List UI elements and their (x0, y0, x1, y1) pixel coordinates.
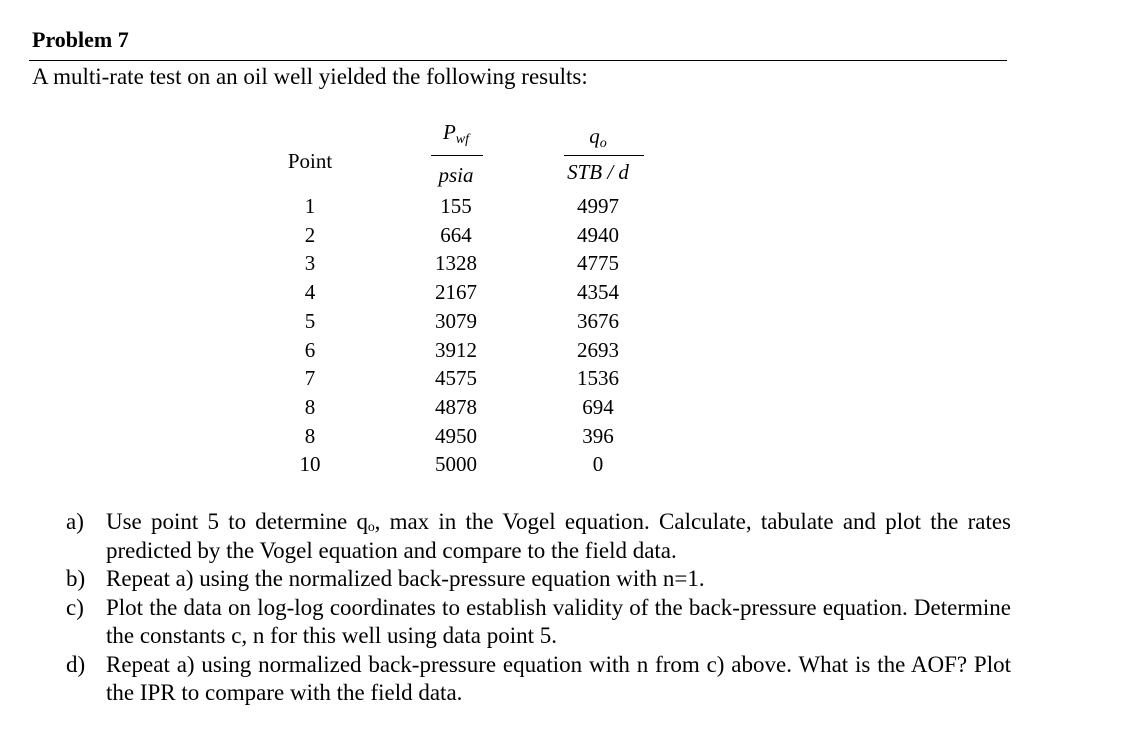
table-cell-point: 2 (304, 222, 316, 247)
table-cell-pwf: 3079 (435, 308, 477, 333)
table-cell-pwf: 4878 (435, 394, 477, 419)
point-header: Point (287, 149, 333, 173)
pwf-fraction-line (431, 155, 483, 156)
question-text: Plot the data on log-log coordinates to establish validity of the back-pressure equation. Determine the constants c, n for this well using data point 5. (106, 594, 1011, 648)
table-cell-qo: 3676 (577, 308, 619, 333)
question-item (66, 651, 1011, 708)
pwf-subscript: wf (455, 132, 470, 148)
table-cell-qo: 396 (582, 423, 614, 448)
question-label: a) (66, 509, 84, 534)
table-cell-point: 10 (299, 452, 321, 477)
table-cell-point: 1 (304, 194, 316, 218)
question-item (66, 594, 1011, 651)
table-cell-point: 3 (304, 251, 316, 276)
table-cell-point: 6 (304, 337, 316, 362)
question-text: Repeat a) using normalized back-pressure equation with n from c) above. What is the AOF? Plot the IPR to compare with the field data. (106, 651, 1011, 705)
table-cell-qo: 0 (592, 452, 604, 477)
table-cell-qo: 4775 (577, 251, 619, 276)
table-cell-qo: 4354 (577, 280, 619, 305)
question-label: c) (66, 594, 84, 620)
table-cell-pwf: 4950 (435, 423, 477, 448)
qo-symbol: q (589, 124, 600, 148)
table-cell-pwf: 1328 (435, 251, 477, 276)
table-cell-qo: 2693 (577, 337, 619, 362)
table-cell-pwf: 4575 (435, 366, 477, 391)
title-divider (29, 60, 1007, 61)
qo-subscript: o (599, 136, 607, 152)
pwf-symbol: P (442, 120, 456, 144)
question-list (66, 508, 1011, 708)
table-cell-point: 4 (304, 280, 316, 305)
table-cell-point: 7 (304, 366, 316, 391)
question-item (66, 508, 1011, 565)
table-cell-pwf: 5000 (435, 452, 477, 477)
question-text: Use point 5 to determine qₒ, max in the Vogel equation. Calculate, tabulate and plot the rates predicted by the Vogel equation and compare to the field data. (106, 509, 1011, 563)
table-cell-qo: 1536 (577, 366, 619, 391)
pwf-unit: psia (438, 163, 474, 187)
table-cell-qo: 4940 (577, 222, 619, 247)
table-cell-pwf: 3912 (435, 337, 477, 362)
question-item (66, 565, 1011, 594)
table-cell-qo: 694 (582, 394, 614, 419)
qo-header (538, 124, 658, 153)
table-cell-point: 8 (304, 423, 316, 448)
pwf-header (396, 120, 516, 149)
question-label: b) (66, 566, 86, 591)
table-cell-qo: 4997 (577, 194, 619, 218)
problem-intro: A multi-rate test on an oil well yielded the following results: (32, 64, 588, 89)
question-text: Repeat a) using the normalized back-pressure equation with n=1. (106, 566, 705, 591)
problem-title: Problem 7 (32, 27, 129, 52)
qo-fraction-line (564, 155, 644, 156)
table-cell-point: 5 (304, 308, 316, 333)
qo-unit: STB / d (567, 160, 629, 184)
table-cell-pwf: 664 (440, 222, 472, 247)
table-cell-pwf: 155 (440, 194, 472, 218)
question-label: d) (66, 651, 86, 677)
table-cell-point: 8 (304, 394, 316, 419)
table-cell-pwf: 2167 (435, 280, 477, 305)
